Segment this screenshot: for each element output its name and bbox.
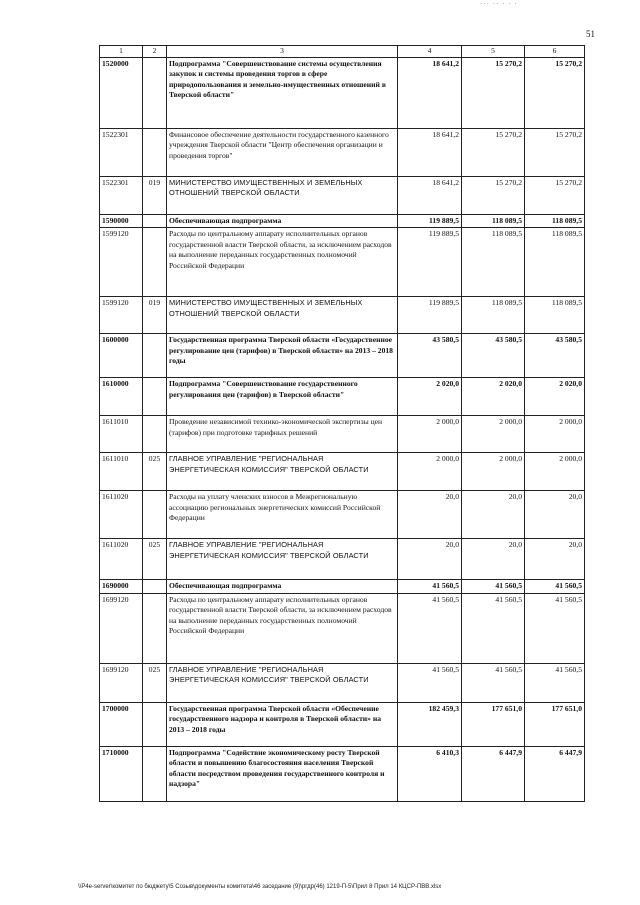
code-cell: 1611010 [100,453,143,491]
table-row [100,416,585,453]
value-2017-cell: 41 560,5 [462,663,525,702]
code-cell: 1699120 [100,663,143,702]
table-row [100,58,585,129]
value-2017-cell: 20,0 [462,539,525,580]
value-2017-cell: 6 447,9 [462,746,525,801]
name-cell: ГЛАВНОЕ УПРАВЛЕНИЕ "РЕГИОНАЛЬНАЯ ЭНЕРГЕТИЧЕСКАЯ КОМИССИЯ" ТВЕРСКОЙ ОБЛАСТИ [167,663,398,702]
table-row [100,453,585,491]
value-2018-cell: 118 089,5 [525,297,585,334]
value-2017-cell: 15 270,2 [462,58,525,129]
value-2016-cell: 119 889,5 [398,228,462,297]
value-2018-cell: 15 270,2 [525,177,585,215]
code-cell: 1611020 [100,491,143,539]
value-2018-cell: 15 270,2 [525,129,585,177]
value-2017-cell: 2 020,0 [462,378,525,416]
code-cell: 1599120 [100,297,143,334]
name-cell: Расходы по центральному аппарату исполнительных органов государственной власти Тверской области, за исключением расходов на выполнение переданных государственных полномочий Российской Федерации [167,593,398,663]
header-cell: 1 [100,46,143,58]
table-row [100,297,585,334]
gr-cell [143,215,167,228]
code-cell: 1520000 [100,58,143,129]
gr-cell: 019 [143,297,167,334]
code-cell: 1522301 [100,129,143,177]
value-2016-cell: 20,0 [398,491,462,539]
code-cell: 1590000 [100,215,143,228]
header-cell: 3 [167,46,398,58]
value-2018-cell: 118 089,5 [525,228,585,297]
name-cell: МИНИСТЕРСТВО ИМУЩЕСТВЕННЫХ И ЗЕМЕЛЬНЫХ ОТНОШЕНИЙ ТВЕРСКОЙ ОБЛАСТИ [167,297,398,334]
value-2018-cell: 41 560,5 [525,593,585,663]
code-cell: 1522301 [100,177,143,215]
value-2018-cell: 20,0 [525,491,585,539]
table-row [100,378,585,416]
file-path-footer: \\P4e-server\комитет по бюджету\5 Созыв\документы комитета\46 заседание (9)\ргдр(46) 1219-П-5\Прил 8 Прил 14 КЦСР-ПВВ.xlsx [78,884,442,890]
name-cell: Государственная программа Тверской области «Государственное регулирование цен (тарифов) в Тверской области» на 2013 – 2018 годы [167,334,398,378]
name-cell: Расходы по центральному аппарату исполнительных органов государственной власти Тверской области, за исключением расходов на выполнение переданных государственных полномочий Российской Федерации [167,228,398,297]
name-cell: Расходы на уплату членских взносов в Межрегиональную ассоциацию региональных энергетических комиссий Российской Федерации [167,491,398,539]
table-row [100,663,585,702]
gr-cell [143,491,167,539]
gr-cell: 025 [143,453,167,491]
table-row [100,539,585,580]
name-cell: Подпрограмма "Содействие экономическому росту Тверской области и повышению благосостояния населения Тверской области посредством проведения государственного контроля и надзора" [167,746,398,801]
header-cell: 4 [398,46,462,58]
gr-cell [143,702,167,746]
name-cell: Финансовое обеспечение деятельности государственного казенного учреждения Тверской области "Центр обеспечения организации и проведения торгов" [167,129,398,177]
value-2018-cell: 15 270,2 [525,58,585,129]
budget-table [99,45,585,802]
value-2016-cell: 41 560,5 [398,663,462,702]
table-row [100,746,585,801]
table-row [100,129,585,177]
gr-cell: 019 [143,177,167,215]
name-cell: ГЛАВНОЕ УПРАВЛЕНИЕ "РЕГИОНАЛЬНАЯ ЭНЕРГЕТИЧЕСКАЯ КОМИССИЯ" ТВЕРСКОЙ ОБЛАСТИ [167,453,398,491]
value-2017-cell: 2 000,0 [462,453,525,491]
name-cell: Подпрограмма "Совершенствование государственного регулирования цен (тарифов) в Тверской области" [167,378,398,416]
header-cell: 2 [143,46,167,58]
name-cell: МИНИСТЕРСТВО ИМУЩЕСТВЕННЫХ И ЗЕМЕЛЬНЫХ ОТНОШЕНИЙ ТВЕРСКОЙ ОБЛАСТИ [167,177,398,215]
table-row [100,215,585,228]
name-cell: Обеспечивающая подпрограмма [167,215,398,228]
gr-cell [143,378,167,416]
name-cell: Подпрограмма "Совершенствование системы осуществления закупок и системы проведения торгов в сфере природопользования и земельно-имущественных отношений в Тверской области" [167,58,398,129]
code-cell: 1599120 [100,228,143,297]
value-2017-cell: 41 560,5 [462,580,525,593]
gr-cell: 025 [143,539,167,580]
gr-cell: 025 [143,663,167,702]
code-cell: 1700000 [100,702,143,746]
value-2017-cell: 177 651,0 [462,702,525,746]
value-2016-cell: 119 889,5 [398,215,462,228]
table-row [100,177,585,215]
code-cell: 1699120 [100,593,143,663]
value-2017-cell: 43 580,5 [462,334,525,378]
value-2016-cell: 119 889,5 [398,297,462,334]
header-row [100,46,585,58]
table-row [100,228,585,297]
value-2018-cell: 43 580,5 [525,334,585,378]
value-2018-cell: 41 560,5 [525,663,585,702]
value-2016-cell: 41 560,5 [398,580,462,593]
value-2017-cell: 118 089,5 [462,215,525,228]
value-2017-cell: 15 270,2 [462,129,525,177]
code-cell: 1610000 [100,378,143,416]
table-row [100,491,585,539]
value-2017-cell: 118 089,5 [462,228,525,297]
value-2018-cell: 41 560,5 [525,580,585,593]
top-edge-marks: ··· ·· · · · [480,0,518,8]
name-cell: Обеспечивающая подпрограмма [167,580,398,593]
value-2018-cell: 2 020,0 [525,378,585,416]
value-2016-cell: 18 641,2 [398,58,462,129]
page-number: 51 [586,29,595,39]
table-row [100,334,585,378]
table-row [100,702,585,746]
table-row [100,593,585,663]
value-2016-cell: 182 459,3 [398,702,462,746]
name-cell: Проведение независимой технико-экономической экспертизы цен (тарифов) при подготовке тарифных решений [167,416,398,453]
code-cell: 1710000 [100,746,143,801]
value-2016-cell: 41 560,5 [398,593,462,663]
value-2017-cell: 15 270,2 [462,177,525,215]
value-2018-cell: 177 651,0 [525,702,585,746]
header-cell: 6 [525,46,585,58]
gr-cell [143,228,167,297]
name-cell: ГЛАВНОЕ УПРАВЛЕНИЕ "РЕГИОНАЛЬНАЯ ЭНЕРГЕТИЧЕСКАЯ КОМИССИЯ" ТВЕРСКОЙ ОБЛАСТИ [167,539,398,580]
gr-cell [143,416,167,453]
value-2016-cell: 20,0 [398,539,462,580]
value-2016-cell: 6 410,3 [398,746,462,801]
name-cell: Государственная программа Тверской области «Обеспечение государственного надзора и контроля в Тверской области» на 2013 – 2018 годы [167,702,398,746]
value-2016-cell: 2 020,0 [398,378,462,416]
value-2017-cell: 41 560,5 [462,593,525,663]
code-cell: 1611010 [100,416,143,453]
value-2017-cell: 118 089,5 [462,297,525,334]
gr-cell [143,580,167,593]
value-2018-cell: 20,0 [525,539,585,580]
gr-cell [143,129,167,177]
value-2016-cell: 18 641,2 [398,129,462,177]
value-2016-cell: 18 641,2 [398,177,462,215]
gr-cell [143,334,167,378]
code-cell: 1611020 [100,539,143,580]
value-2018-cell: 2 000,0 [525,416,585,453]
header-cell: 5 [462,46,525,58]
value-2017-cell: 2 000,0 [462,416,525,453]
gr-cell [143,746,167,801]
value-2016-cell: 43 580,5 [398,334,462,378]
value-2018-cell: 6 447,9 [525,746,585,801]
table-row [100,580,585,593]
code-cell: 1690000 [100,580,143,593]
value-2017-cell: 20,0 [462,491,525,539]
value-2018-cell: 2 000,0 [525,453,585,491]
gr-cell [143,58,167,129]
code-cell: 1600000 [100,334,143,378]
gr-cell [143,593,167,663]
value-2016-cell: 2 000,0 [398,416,462,453]
value-2018-cell: 118 089,5 [525,215,585,228]
value-2016-cell: 2 000,0 [398,453,462,491]
